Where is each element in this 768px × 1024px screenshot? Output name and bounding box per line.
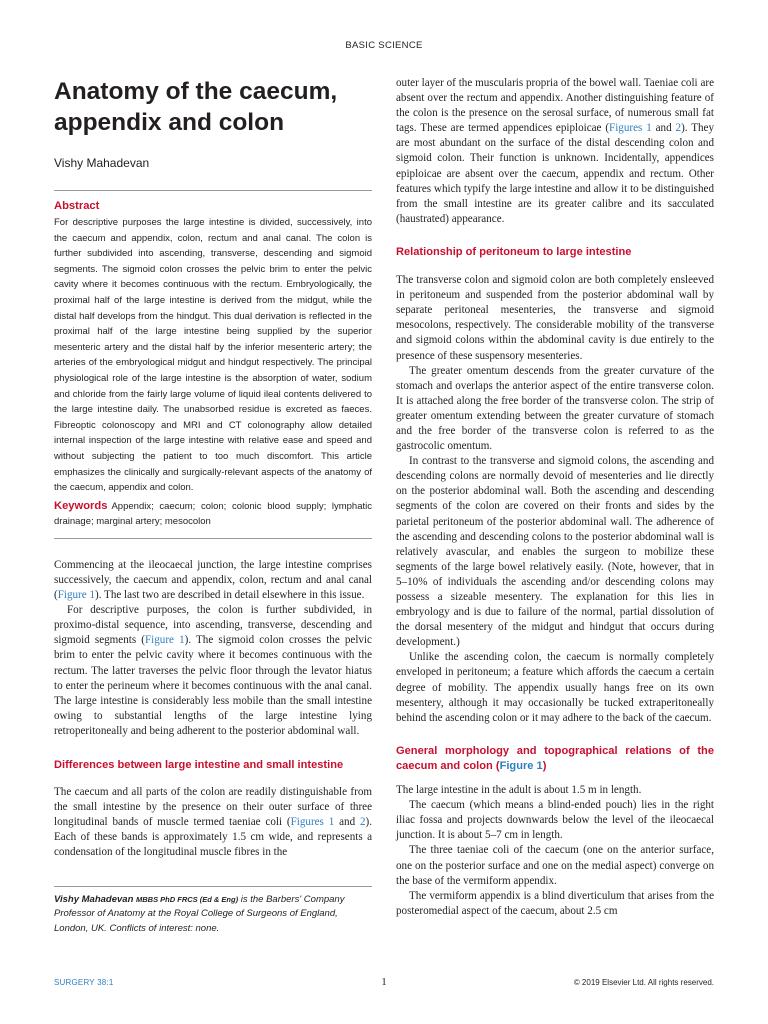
figure-link[interactable]: 2 — [675, 122, 682, 135]
author-note-name: Vishy Mahadevan — [54, 893, 134, 905]
continued-paragraph: outer layer of the muscularis propria of the bowel wall. Taeniae coli are absent over the rectum and appendix. Another distinguishing feature of the colon is the presence on the serosal surface, of numerous small fat tags. These are termed appendices epiploicae (Figures 1 and 2). They are most abundant on the surface of the distal descending colon and sigmoid colon. Their function is unknown. Incidentally, appendices epiploicae are absent over the caecum, appendix and rectum. Other features which typify the large intestine and allow it to be distinguished from the small intestine are its greater calibre and its sacculated (haustrated) appearance. — [396, 77, 714, 225]
abstract-bottom-rule — [54, 538, 372, 539]
intro-paragraph-2: For descriptive purposes, the colon is further subdivided, in proximo-distal sequence, into ascending, transverse, descending and sigmoid segments (Figure 1). The sigmoid colon crosses the pelvic brim to enter the pelvic cavity where it becomes continuous with the rectum. The latter traverses the pelvic floor through the levator hiatus to enter the perineum where it becomes continuous with the anal canal. The large intestine is considerably less mobile than the small intestine owing to substantial lengths of the large intestine lying retroperitoneally and being adherent to the posterior abdominal wall. — [54, 604, 372, 737]
author-note-rule — [54, 886, 372, 887]
abstract-text: For descriptive purposes the large intestine is divided, successively, into the caecum and appendix, colon, rectum and anal canal. The colon is further subdivided into ascending, transverse, descending and sigmoid segments. The sigmoid colon crosses the pelvic brim to enter the pelvic cavity where it becomes continuous with the rectum. Embryologically, the proximal half of the large intestine is derived from the midgut, while the distal half develops from the hindgut. This dual derivation is reflected in the proximal half of the large intestine being supplied by the superior mesenteric artery and the distal half by the inferior mesenteric artery; the arteries of the embryological midgut and hindgut respectively. The principal physiological role of the large intestine is the absorption of water, sodium and chloride from the fairly large volume of liquid ileal contents delivered to the large intestine daily. The unabsorbed residue is excreted as faeces. Fibreoptic colonoscopy and MRI and CT colonography allow detailed internal inspection of the large intestine with relative ease and speed and without subjecting the patient to too much discomfort. This article emphasizes the clinically and surgically-relevant aspects of the anatomy of the caecum, appendix and colon. — [54, 217, 372, 494]
figure-link[interactable]: 2 — [359, 816, 366, 829]
right-column — [396, 76, 714, 919]
section-heading: Differences between large intestine and small intestine — [54, 759, 344, 771]
journal-citation: SURGERY 38:1 — [54, 978, 114, 987]
keywords-line — [54, 499, 372, 530]
author-note-qualifications: MBBS PhD FRCS (Ed & Eng) — [136, 894, 239, 904]
author-note: Vishy Mahadevan MBBS PhD FRCS (Ed & Eng) is the Barbers' Company Professor of Anatomy at the Royal College of Surgeons of England, London, UK. Conflicts of interest: none. — [54, 893, 345, 934]
morphology-paragraph-2: The caecum (which means a blind-ended pouch) lies in the right iliac fossa and projects downwards below the level of the ileocaecal junction. It is about 5–7 cm in length. — [396, 799, 714, 842]
abstract-block — [54, 200, 372, 530]
keywords-list: Appendix; caecum; colon; colonic blood supply; lymphatic drainage; marginal artery; mesocolon — [54, 500, 372, 528]
figure-link[interactable]: Figure 1 — [57, 589, 95, 602]
peritoneum-paragraph-1: The transverse colon and sigmoid colon are both completely ensleeved in peritoneum and suspended from the posterior abdominal wall by separate peritoneal mesenteries, the transverse and sigmoid mesocolons, respectively. The considerable mobility of the transverse and sigmoid colons within the abdominal cavity is due entirely to the presence of these suspensory mesenteries. — [396, 274, 714, 362]
section-heading: Relationship of peritoneum to large intestine — [396, 245, 632, 258]
continued-section — [396, 76, 714, 227]
morphology-paragraph-3: The three taeniae coli of the caecum (one on the anterior surface, one on the posterior surface and one on the medial aspect) converge on the base of the vermiform appendix. — [396, 844, 714, 887]
abstract-heading: Abstract — [54, 200, 100, 212]
peritoneum-paragraph-3: In contrast to the transverse and sigmoid colons, the ascending and descending colons are normally devoid of mesenteries and lie directly on the posterior abdominal wall. Both the ascending and descending segments of the colon are covered on their fronts and sides by the parietal peritoneum of the posterior abdominal wall. The adherence of the ascending and descending colons to the posterior abdominal wall is relatively avascular, and enables the surgeon to mobilize these segments of the large bowel relatively easily. (Note, however, that in 5–10% of individuals the ascending and/or descending colons may possess a sizeable mesentery. The explanation for this lies in embryology and is due to failure of the normal, partial dissolution of the dorsal mesentery of the midgut and hindgut that occurs during development.) — [396, 455, 714, 649]
page-number: 1 — [381, 976, 387, 988]
figure-link[interactable]: Figures 1 — [609, 122, 652, 135]
differences-section — [54, 758, 372, 861]
morphology-paragraph-4: The vermiform appendix is a blind diverticulum that arises from the posteromedial aspect of the caecum, about 2.5 cm — [396, 889, 714, 917]
article-title: Anatomy of the caecum, appendix and colon — [54, 78, 338, 136]
morphology-paragraph-1: The large intestine in the adult is about 1.5 m in length. — [396, 784, 642, 797]
running-header: BASIC SCIENCE — [345, 40, 423, 51]
page-footer — [54, 978, 714, 992]
peritoneum-section — [396, 245, 714, 726]
differences-paragraph-1: The caecum and all parts of the colon are readily distinguishable from the small intestine by the presence on their outer surface of three longitudinal bands of muscle termed taeniae coli (Figures 1 and 2). Each of these bands is approximately 1.5 cm wide, and represents a condensation of the longitudinal muscle fibres in the — [54, 786, 372, 859]
section-heading: General morphology and topographical relations of the caecum and colon (Figure 1) — [396, 744, 714, 772]
intro-section — [54, 558, 372, 739]
figure-link[interactable]: Figure 1 — [499, 759, 543, 772]
figure-link[interactable]: Figure 1 — [144, 634, 185, 647]
keywords-label: Keywords — [54, 499, 108, 512]
copyright-notice: © 2019 Elsevier Ltd. All rights reserved. — [573, 978, 714, 987]
intro-paragraph-1: Commencing at the ileocaecal junction, the large intestine comprises successively, the caecum and appendix, colon, rectum and anal canal (Figure 1). The last two are described in detail elsewhere in this issue. — [54, 558, 372, 602]
peritoneum-paragraph-4: Unlike the ascending colon, the caecum is normally completely enveloped in peritoneum; a feature which affords the caecum a certain degree of mobility. The appendix usually hangs free on its own mesentery, although it may occasionally be tucked extraperitoneally behind the ascending colon or it may adhere to the back of the caecum. — [396, 651, 714, 724]
abstract-top-rule — [54, 190, 372, 191]
figure-link[interactable]: Figures 1 — [290, 816, 335, 829]
article-author: Vishy Mahadevan — [54, 156, 150, 170]
left-column — [54, 76, 372, 936]
peritoneum-paragraph-2: The greater omentum descends from the greater curvature of the stomach and overlaps the anterior aspect of the entire transverse colon. It is attached along the free border of the transverse colon. The strip of greater omentum extending between the greater curvature of stomach and the free border of the transverse colon is referred to as the gastrocolic omentum. — [396, 364, 714, 453]
morphology-section — [396, 744, 714, 919]
